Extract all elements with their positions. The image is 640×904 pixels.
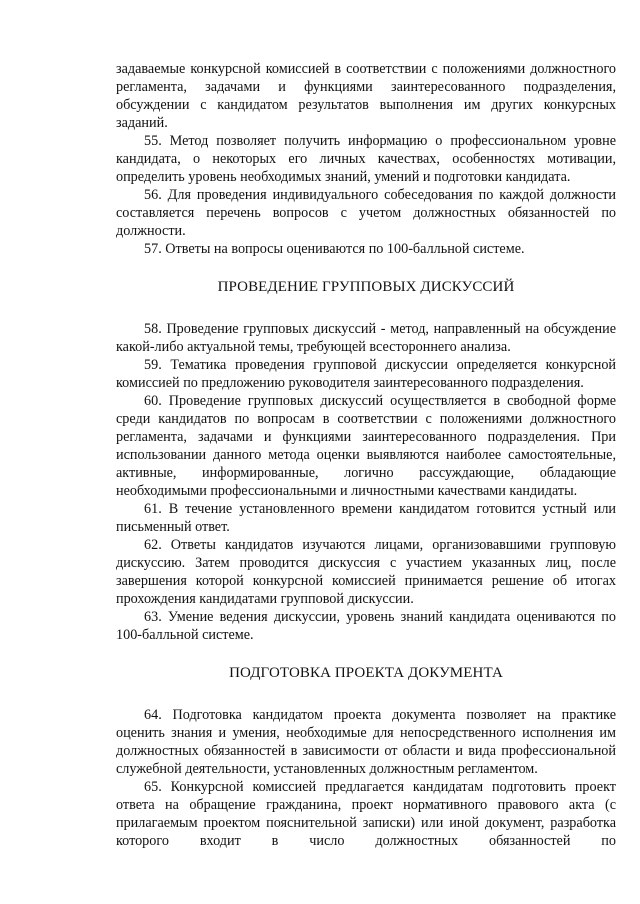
paragraph-55: 55. Метод позволяет получить информацию о профессиональном уровне кандидата, о некоторых его личных качествах, особенностях мотивации, определить уровень необходимых знаний, умений и подготовки кандидата. bbox=[116, 133, 616, 185]
paragraph-63: 63. Умение ведения дискуссии, уровень знаний кандидата оцениваются по 100-балльной системе. bbox=[116, 609, 616, 643]
paragraph-61: 61. В течение установленного времени кандидатом готовится устный или письменный ответ. bbox=[116, 501, 616, 535]
document-page bbox=[116, 60, 616, 850]
section-heading-document-draft: ПОДГОТОВКА ПРОЕКТА ДОКУМЕНТА bbox=[229, 665, 503, 681]
section-heading-group-discussions: ПРОВЕДЕНИЕ ГРУППОВЫХ ДИСКУССИЙ bbox=[217, 279, 515, 295]
paragraph-65: 65. Конкурсной комиссией предлагается кандидатам подготовить проект ответа на обращение гражданина, проект нормативного правового акта (с прилагаемым проектом пояснительной записки) или иной документ, разработка которого входит в число должностных обязанностей по bbox=[116, 779, 616, 849]
paragraph-58: 58. Проведение групповых дискуссий - метод, направленный на обсуждение какой-либо актуальной темы, требующей всестороннего анализа. bbox=[116, 321, 616, 355]
paragraph-56: 56. Для проведения индивидуального собеседования по каждой должности составляется перечень вопросов с учетом должностных обязанностей по должности. bbox=[116, 187, 616, 239]
paragraph-continuation: задаваемые конкурсной комиссией в соответствии с положениями должностного регламента, задачами и функциями заинтересованного подразделения, обсуждении с кандидатом результатов выполнения им других конкурсных заданий. bbox=[116, 61, 616, 131]
paragraph-64: 64. Подготовка кандидатом проекта документа позволяет на практике оценить знания и умения, необходимые для непосредственного исполнения им должностных обязанностей в зависимости от области и вида профессиональной служебной деятельности, установленных должностным регламентом. bbox=[116, 707, 616, 777]
paragraph-62: 62. Ответы кандидатов изучаются лицами, организовавшими групповую дискуссию. Затем проводится дискуссия с участием указанных лиц, после завершения которой конкурсной комиссией принимается решение об итогах прохождения кандидатами групповой дискуссии. bbox=[116, 537, 616, 607]
paragraph-57: 57. Ответы на вопросы оцениваются по 100-балльной системе. bbox=[144, 241, 525, 257]
paragraph-59: 59. Тематика проведения групповой дискуссии определяется конкурсной комиссией по предложению руководителя заинтересованного подразделения. bbox=[116, 357, 616, 391]
paragraph-60: 60. Проведение групповых дискуссий осуществляется в свободной форме среди кандидатов по вопросам в соответствии с положениями должностного регламента, задачами и функциями заинтересованного подразделения. При использовании данного метода оценки выявляются наиболее самостоятельные, активные, информированные, логично рассуждающие, обладающие необходимыми профессиональными и личностными качествами кандидаты. bbox=[116, 393, 616, 499]
